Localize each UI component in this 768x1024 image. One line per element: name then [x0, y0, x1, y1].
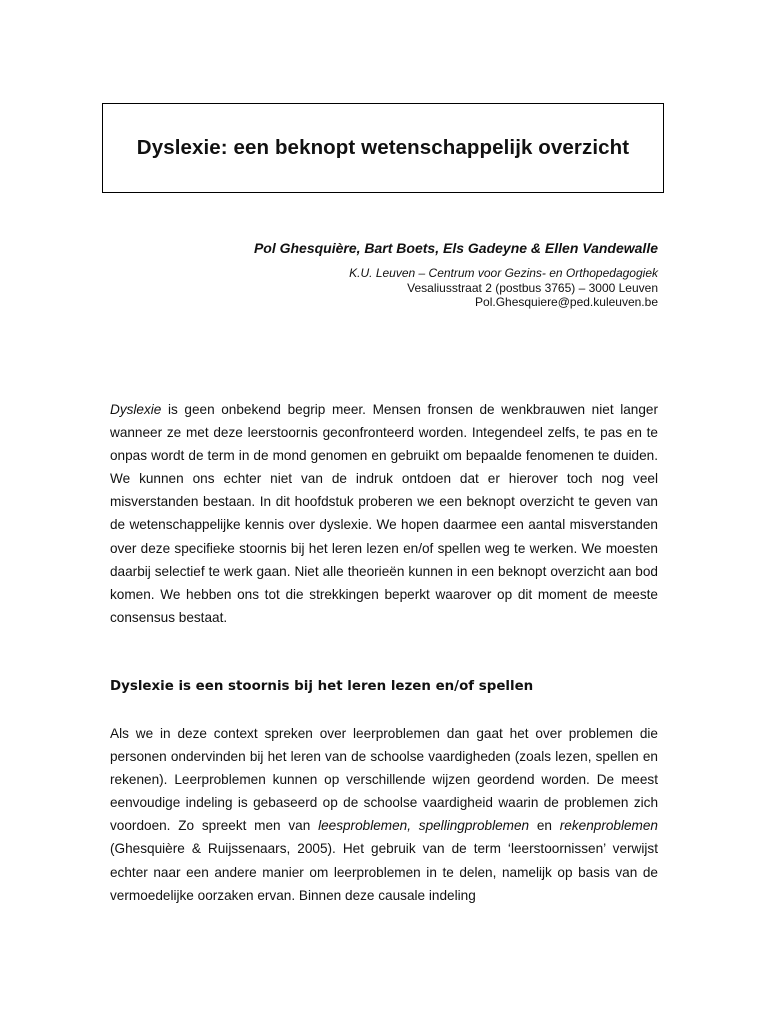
document-title: Dyslexie: een beknopt wetenschappelijk overzicht [136, 136, 630, 159]
intro-term: Dyslexie [110, 402, 162, 417]
section-text-1: Als we in deze context spreken over leerproblemen dan gaat het over problemen die personen ondervinden bij het leren van de schoolse vaardigheden (zoals lezen, spellen en rekenen). Leerproblemen kunnen op verschillende wijzen geordend worden. De meest eenvoudige indeling is gebaseerd op de schoolse vaardigheid waarin de problemen zich voordoen. Zo spreekt men van [110, 726, 658, 834]
affiliation-email: Pol.Ghesquiere@ped.kuleuven.be [475, 295, 658, 309]
section-emphasis-2: rekenproblemen [559, 818, 658, 834]
section-text-2: en [529, 818, 560, 834]
intro-paragraph [110, 398, 658, 629]
affiliation-address: Vesaliusstraat 2 (postbus 3765) – 3000 Leuven [407, 280, 658, 295]
intro-text: is geen onbekend begrip meer. Mensen fronsen de wenkbrauwen niet langer wanneer ze met deze leerstoornis geconfronteerd worden. Integendeel zelfs, te pas en te onpas wordt de term in de mond genomen en gebruikt om bepaalde fenomenen te duiden. We kunnen ons echter niet van de indruk ontdoen dat er hierover toch nog veel misverstanden bestaan. In dit hoofdstuk proberen we een beknopt overzicht te geven van de wetenschappelijke kennis over dyslexie. We hopen daarmee een aantal misverstanden over deze specifieke stoornis bij het leren lezen en/of spellen weg te werken. We moesten daarbij selectief te werk gaan. Niet alle theorieën kunnen in een beknopt overzicht aan bod komen. We hebben ons tot die strekkingen beperkt waarover op dit moment de meeste consensus bestaat. [110, 402, 658, 625]
author-list: Pol Ghesquière, Bart Boets, Els Gadeyne & Ellen Vandewalle [253, 240, 658, 256]
section-emphasis-1: leesproblemen, spellingproblemen [318, 818, 530, 834]
title-box [102, 103, 664, 193]
affiliation-institution: K.U. Leuven – Centrum voor Gezins- en Orthopedagogiek [349, 266, 658, 280]
section-text-3: (Ghesquière & Ruijssenaars, 2005). Het gebruik van de term ‘leerstoornissen’ verwijst echter naar een andere manier om leerproblemen in te delen, namelijk op basis van de vermoedelijke oorzaken ervan. Binnen deze causale indeling [110, 841, 658, 903]
section-heading: Dyslexie is een stoornis bij het leren lezen en/of spellen [110, 679, 534, 694]
affiliation-block [349, 266, 658, 310]
section-paragraph [110, 722, 658, 907]
